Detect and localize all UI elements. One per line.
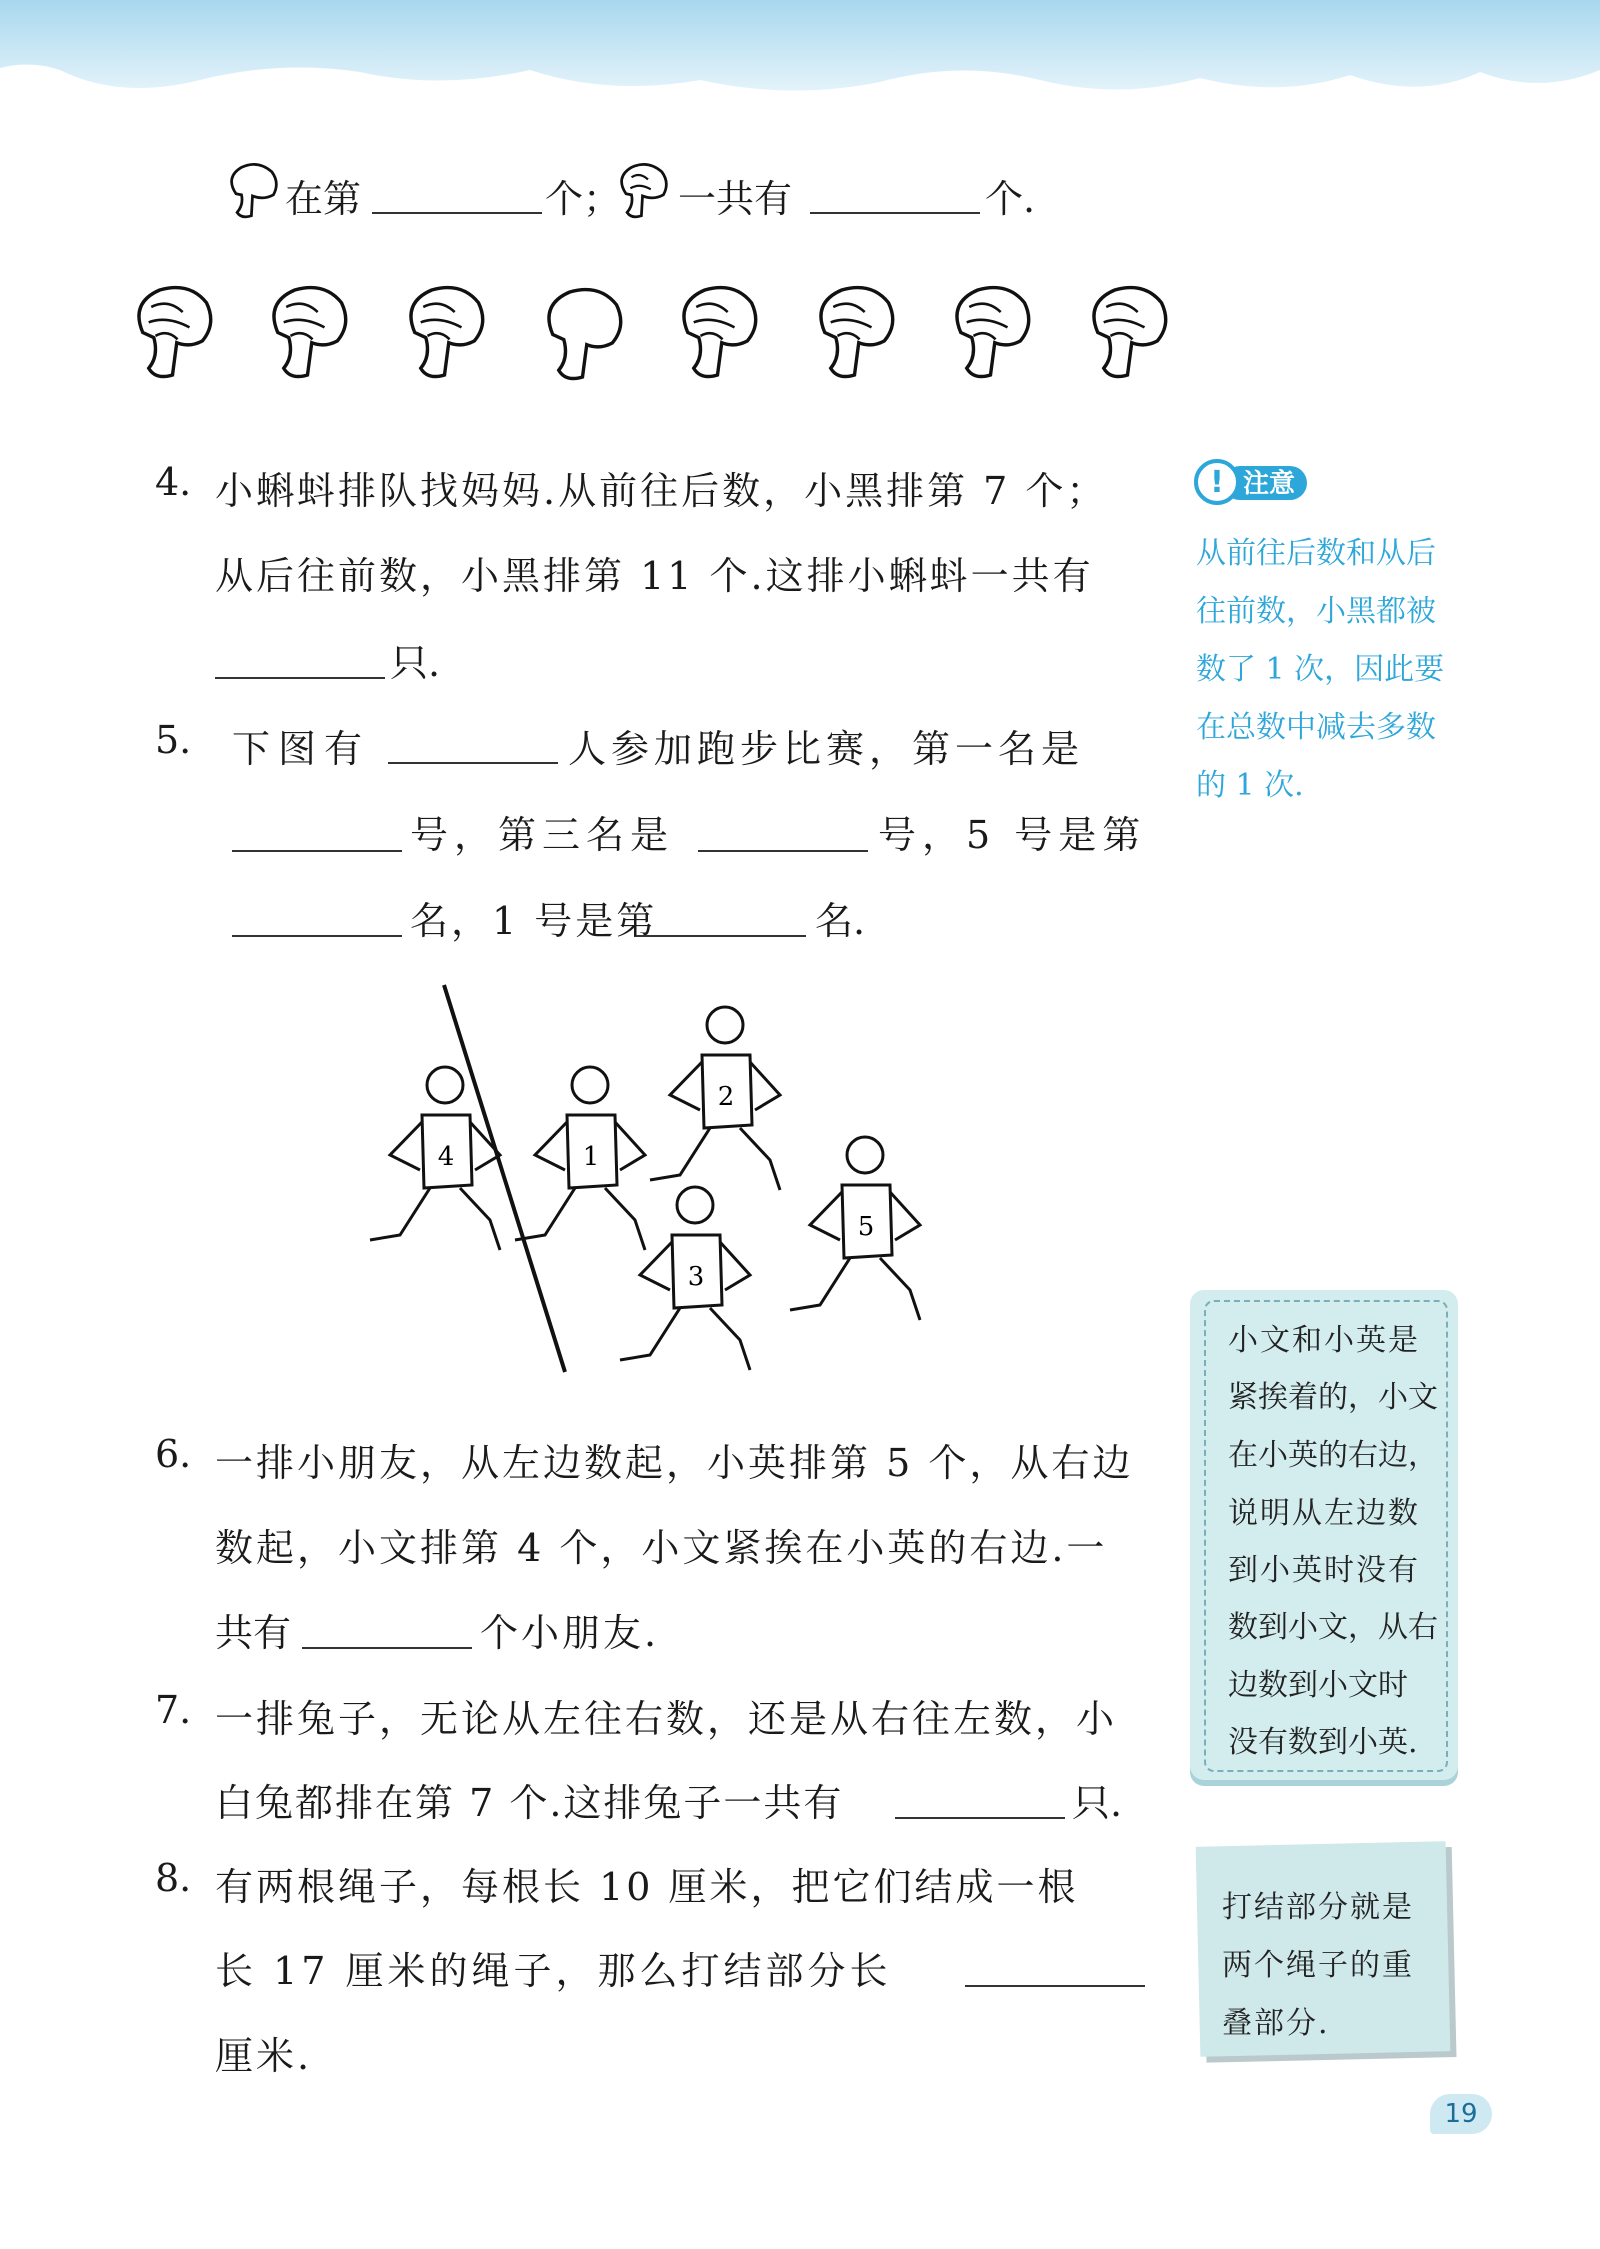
- mushroom-icon: [812, 280, 897, 385]
- runner: [650, 1007, 780, 1190]
- runner: [370, 1067, 500, 1250]
- q8-line-3: 厘米.: [215, 2034, 313, 2078]
- mushroom-icon: [1085, 280, 1170, 385]
- q5-line-2b: 号，5 号是第: [878, 813, 1147, 857]
- q6-answer-blank[interactable]: [302, 1647, 472, 1649]
- q4-line-2: 从后往前数，小黑排第 11 个.这排小蝌蚪一共有: [215, 554, 1094, 598]
- q3-blank-2[interactable]: [810, 212, 980, 214]
- tip-line: 两个绳子的重: [1222, 1948, 1414, 1983]
- notice-line: 往前数，小黑都被: [1196, 594, 1436, 629]
- q4-answer-blank[interactable]: [215, 677, 385, 679]
- q8-line-1: 有两根绳子，每根长 10 厘米，把它们结成一根: [215, 1865, 1079, 1909]
- tip-line: 边数到小文时: [1228, 1668, 1408, 1703]
- tip-line: 打结部分就是: [1222, 1890, 1414, 1925]
- mushroom-icon: [265, 280, 350, 385]
- tip-line: 叠部分.: [1222, 2006, 1330, 2041]
- q5-blank-one[interactable]: [636, 935, 806, 937]
- tip-line: 紧挨着的，小文: [1228, 1380, 1438, 1415]
- q6-line-3b: 个小朋友.: [480, 1611, 660, 1655]
- tip-line: 小文和小英是: [1228, 1323, 1420, 1358]
- mushroom-icon: [615, 160, 670, 222]
- tip-line: 到小英时没有: [1228, 1553, 1420, 1588]
- notice-line: 数了 1 次，因此要: [1196, 652, 1445, 687]
- q4-number: 4.: [155, 460, 192, 504]
- page-number: 19: [1430, 2094, 1492, 2134]
- runner-bib-4: 4: [437, 1142, 455, 1172]
- notice-line: 在总数中减去多数: [1196, 710, 1436, 745]
- q5-blank-third[interactable]: [698, 850, 868, 852]
- runners-illustration: [340, 980, 940, 1380]
- notice-label: 注意: [1243, 469, 1296, 499]
- q7-number: 7.: [155, 1688, 192, 1732]
- q5-line-1b: 人参加跑步比赛，第一名是: [568, 727, 1085, 771]
- q7-answer-blank[interactable]: [895, 1817, 1065, 1819]
- notice-line: 从前往后数和从后: [1196, 536, 1436, 571]
- q4-line-1: 小蝌蚪排队找妈妈.从前往后数，小黑排第 7 个；: [215, 469, 1108, 513]
- runner-bib-5: 5: [857, 1212, 875, 1242]
- q5-line-2a: 号，第三名是: [410, 813, 675, 857]
- runner: [790, 1137, 920, 1320]
- q8-number: 8.: [155, 1856, 192, 1900]
- mushroom-icon: [225, 160, 280, 222]
- q3-text-a: 在第: [285, 177, 362, 221]
- mushroom-icon: [675, 280, 760, 385]
- q3-text-d: 个.: [985, 177, 1036, 221]
- q3-blank-1[interactable]: [372, 212, 542, 214]
- tip-line: 数到小文，从右: [1228, 1610, 1438, 1645]
- q5-blank-total[interactable]: [388, 762, 558, 764]
- mushroom-icon: [948, 280, 1033, 385]
- q6-number: 6.: [155, 1432, 192, 1476]
- runner-bib-3: 3: [687, 1262, 705, 1292]
- q5-number: 5.: [155, 718, 192, 762]
- q5-blank-first[interactable]: [232, 850, 402, 852]
- q5-line-1a: 下图有: [232, 727, 371, 771]
- q6-line-2: 数起，小文排第 4 个，小文紧挨在小英的右边.一: [215, 1526, 1108, 1570]
- notice-line: 的 1 次.: [1196, 768, 1304, 803]
- tip-line: 在小英的右边，: [1228, 1438, 1438, 1473]
- q7-line-2a: 白兔都排在第 7 个.这排兔子一共有: [215, 1781, 844, 1825]
- q8-line-2: 长 17 厘米的绳子，那么打结部分长: [215, 1949, 892, 1993]
- q7-line-1: 一排兔子，无论从左往右数，还是从右往左数，小: [215, 1697, 1118, 1741]
- q5-line-3b: 名.: [815, 899, 866, 943]
- q7-line-2b: 只.: [1072, 1781, 1123, 1825]
- exclamation-icon: !: [1210, 465, 1224, 500]
- q3-text-b: 个；: [545, 177, 622, 221]
- header-sky-band: [0, 0, 1600, 120]
- runner: [620, 1187, 750, 1370]
- q8-answer-blank[interactable]: [965, 1985, 1145, 1987]
- tip-line: 说明从左边数: [1228, 1496, 1420, 1531]
- mushroom-icon: [540, 282, 625, 387]
- q4-line-3: 只.: [390, 641, 441, 685]
- q3-text-c: 一共有: [678, 177, 793, 221]
- runner-bib-1: 1: [582, 1142, 600, 1172]
- q5-line-3a: 名，1 号是第: [410, 899, 658, 943]
- tip-line: 没有数到小英.: [1228, 1725, 1418, 1760]
- q5-blank-five[interactable]: [232, 935, 402, 937]
- q6-line-1: 一排小朋友，从左边数起，小英排第 5 个，从右边: [215, 1441, 1134, 1485]
- runner: [515, 1067, 645, 1250]
- mushroom-icon: [402, 280, 487, 385]
- runner-bib-2: 2: [717, 1082, 735, 1112]
- q6-line-3a: 共有: [215, 1611, 292, 1655]
- mushroom-icon: [130, 280, 215, 385]
